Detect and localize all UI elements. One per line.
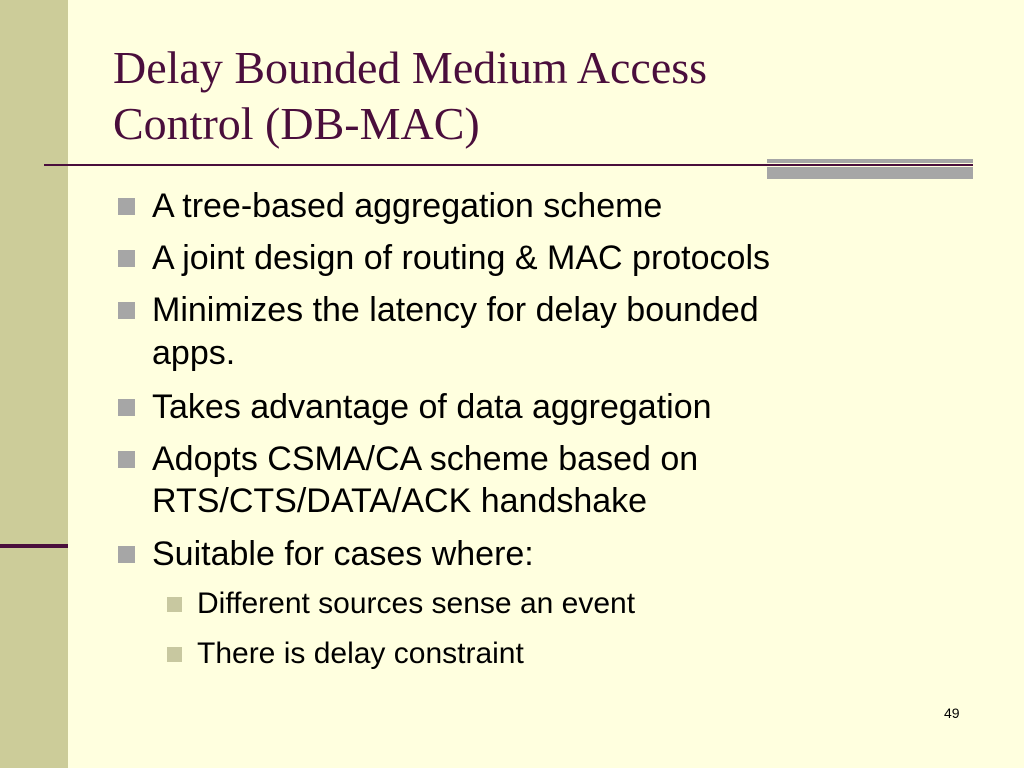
bullet-square-icon xyxy=(118,198,135,215)
slide-title xyxy=(113,40,873,152)
left-sidebar-band xyxy=(0,0,68,768)
sub-bullet-square-icon xyxy=(167,647,182,662)
bullet-item-continuation: apps. xyxy=(152,334,236,372)
bullet-item-continuation: RTS/CTS/DATA/ACK handshake xyxy=(152,482,648,520)
sub-bullet-item: Different sources sense an event xyxy=(197,587,636,620)
bullet-item: A joint design of routing & MAC protocols xyxy=(152,239,770,277)
bullet-square-icon xyxy=(118,546,135,563)
bullet-item: A tree-based aggregation scheme xyxy=(152,187,663,225)
bullet-square-icon xyxy=(118,451,135,468)
bullet-item: Adopts CSMA/CA scheme based on xyxy=(152,440,699,478)
slide-title-line-1: Delay Bounded Medium Access xyxy=(113,42,708,93)
page-number: 49 xyxy=(944,705,960,721)
sub-bullet-square-icon xyxy=(167,597,182,612)
bullet-square-icon xyxy=(118,399,135,416)
slide-title-line-2: Control (DB-MAC) xyxy=(113,98,480,149)
left-divider-line xyxy=(0,544,68,548)
bullet-square-icon xyxy=(118,250,135,267)
bullet-square-icon xyxy=(118,302,135,319)
accent-bars xyxy=(767,159,973,179)
bullet-item: Suitable for cases where: xyxy=(152,535,534,573)
bullet-item: Minimizes the latency for delay bounded xyxy=(152,291,759,329)
bullet-item: Takes advantage of data aggregation xyxy=(152,388,712,426)
sub-bullet-item: There is delay constraint xyxy=(197,637,524,670)
accent-bar-thin xyxy=(767,159,973,163)
accent-bar-thick xyxy=(767,167,973,179)
